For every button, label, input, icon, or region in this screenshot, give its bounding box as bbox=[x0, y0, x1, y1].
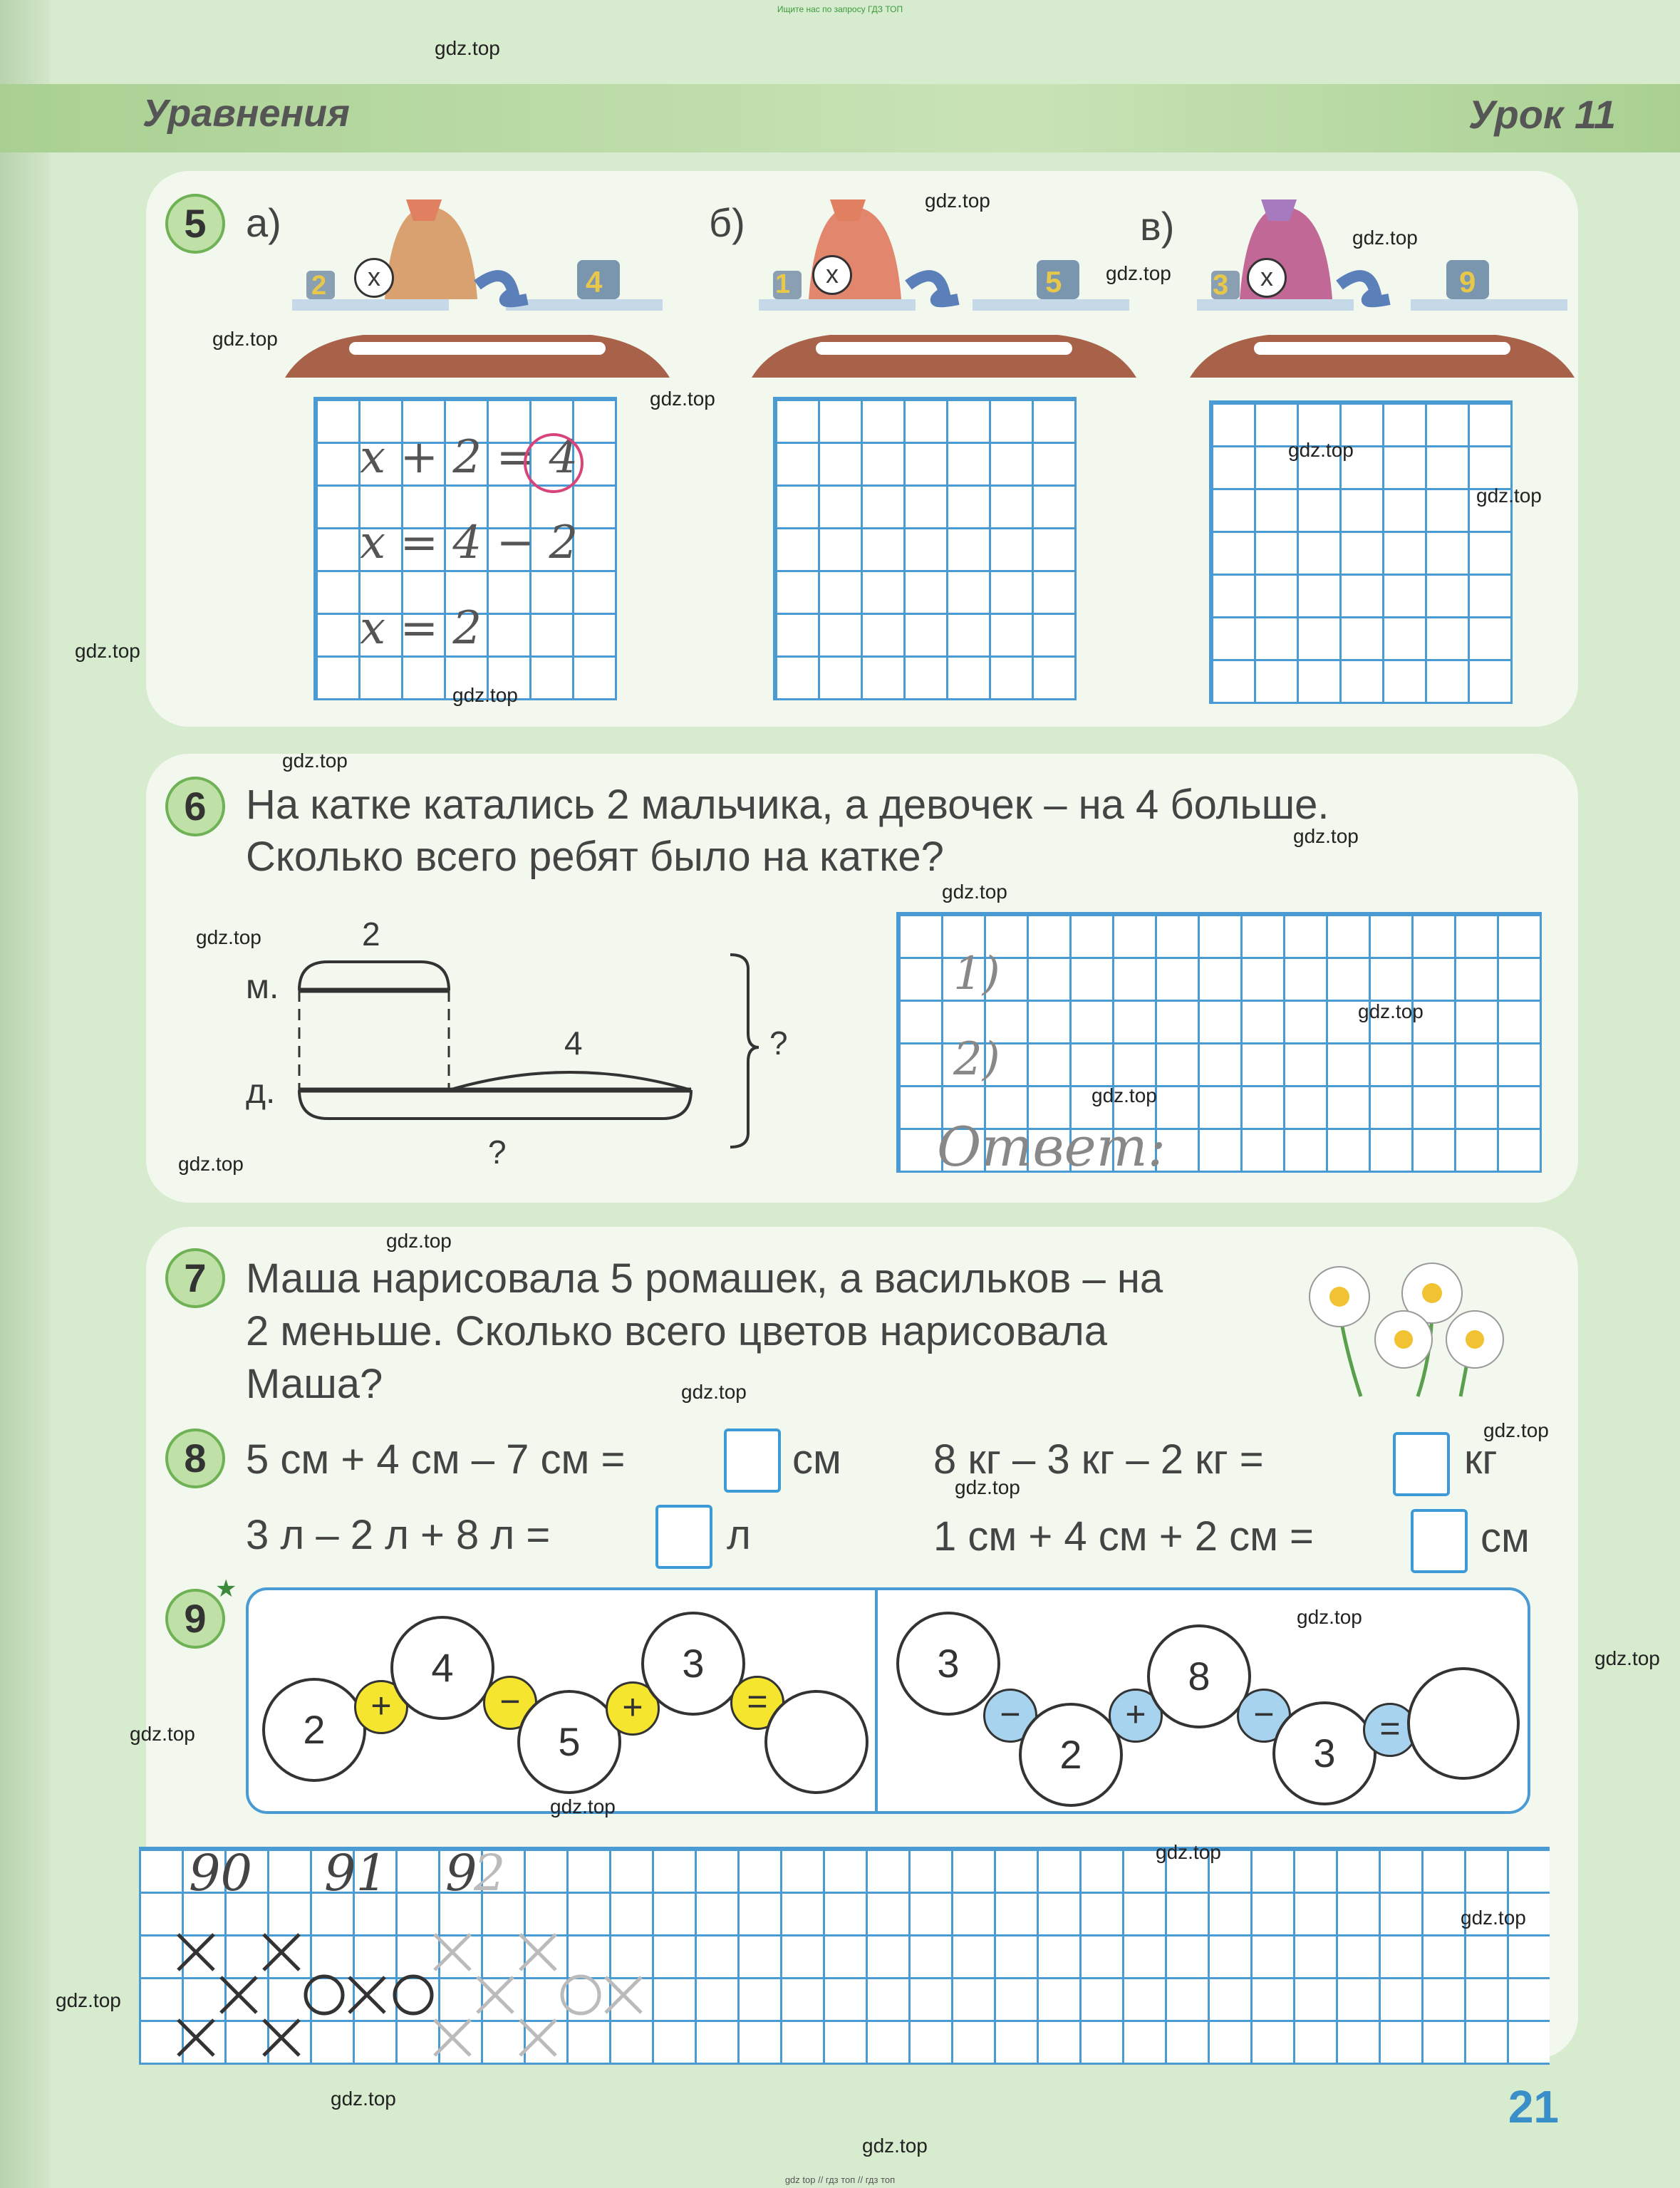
top-note: Ищите нас по запросу ГДЗ ТОП bbox=[777, 4, 903, 14]
number-circle: 3 bbox=[896, 1612, 1000, 1716]
watermark: gdz.top bbox=[212, 328, 278, 350]
solution-line: 2) bbox=[953, 1033, 1000, 1086]
part-letter: б) bbox=[709, 200, 745, 245]
scale-illustration bbox=[278, 192, 677, 392]
minus-sign: − bbox=[483, 1676, 537, 1730]
diagram-label: м. bbox=[246, 968, 279, 1006]
problem-text: Сколько всего ребят было на катке? bbox=[246, 834, 944, 880]
watermark: gdz.top bbox=[1106, 262, 1171, 284]
watermark: gdz.top bbox=[1293, 825, 1359, 847]
watermark: gdz.top bbox=[955, 1476, 1020, 1498]
practice-number: 9 bbox=[445, 1844, 477, 1902]
right-weight-label: 4 bbox=[586, 265, 603, 299]
watermark: gdz.top bbox=[1358, 1000, 1424, 1022]
watermark: gdz.top bbox=[1483, 1419, 1549, 1441]
scale-illustration bbox=[1183, 192, 1582, 392]
left-weight-label: 1 bbox=[775, 269, 791, 299]
watermark: gdz.top bbox=[942, 881, 1007, 903]
bag-x-label: x bbox=[1247, 258, 1287, 298]
diagram-label: ? bbox=[488, 1134, 507, 1171]
watermark: gdz.top bbox=[550, 1795, 616, 1818]
page-title: Уравнения bbox=[142, 92, 350, 135]
solution-line: x + 2 = 4 bbox=[360, 431, 579, 484]
result-circle[interactable] bbox=[764, 1690, 868, 1794]
number-circle: 4 bbox=[390, 1616, 494, 1720]
equals-sign: = bbox=[1363, 1703, 1417, 1757]
segment-diagram bbox=[285, 948, 798, 1176]
number-circle: 2 bbox=[1019, 1703, 1123, 1807]
watermark: gdz.top bbox=[1595, 1647, 1660, 1669]
number-circle: 5 bbox=[517, 1690, 621, 1794]
diagram-label: 4 bbox=[564, 1025, 583, 1062]
answer-box[interactable] bbox=[1411, 1509, 1468, 1573]
practice-number: 90 bbox=[189, 1844, 253, 1902]
watermark: gdz.top bbox=[862, 2135, 928, 2157]
answer-box[interactable] bbox=[1393, 1432, 1450, 1496]
diagram-label: ? bbox=[769, 1025, 788, 1062]
watermark: gdz.top bbox=[75, 640, 140, 662]
watermark: gdz.top bbox=[178, 1153, 244, 1175]
answer-grid[interactable] bbox=[773, 397, 1077, 700]
part-letter: в) bbox=[1140, 204, 1175, 249]
exercise-number: 5 bbox=[165, 194, 225, 254]
equals-sign: = bbox=[730, 1676, 784, 1730]
problem-text: Маша? bbox=[246, 1361, 383, 1407]
left-weight-label: 3 bbox=[1213, 269, 1229, 301]
diagram-label: 2 bbox=[362, 916, 380, 953]
bag-x-label: x bbox=[354, 258, 394, 298]
number-circle: 3 bbox=[641, 1612, 745, 1716]
page-spine bbox=[0, 0, 50, 2188]
plus-sign: + bbox=[1109, 1689, 1163, 1743]
pattern-drawing bbox=[171, 1927, 655, 2059]
exercise-number: 8 bbox=[165, 1429, 225, 1488]
equation-text: 8 кг – 3 кг – 2 кг = bbox=[933, 1436, 1264, 1483]
watermark: gdz.top bbox=[56, 1989, 121, 2011]
watermark: gdz.top bbox=[650, 388, 715, 410]
unit-label: см bbox=[1481, 1515, 1530, 1561]
watermark: gdz.top bbox=[282, 750, 348, 772]
answer-circle bbox=[524, 433, 584, 493]
watermark: gdz.top bbox=[130, 1723, 195, 1745]
watermark: gdz.top bbox=[452, 684, 518, 706]
minus-sign: − bbox=[1237, 1689, 1291, 1743]
watermark: gdz.top bbox=[1288, 439, 1354, 461]
scale-illustration bbox=[745, 192, 1144, 392]
plus-sign: + bbox=[606, 1681, 660, 1736]
watermark: gdz.top bbox=[196, 926, 261, 948]
solution-line: x = 4 − 2 bbox=[360, 517, 579, 569]
solution-line: 1) bbox=[953, 948, 1000, 1000]
part-letter: а) bbox=[246, 200, 281, 245]
watermark: gdz.top bbox=[386, 1230, 452, 1252]
watermark: gdz.top bbox=[1156, 1841, 1221, 1863]
equation-text: 3 л – 2 л + 8 л = bbox=[246, 1512, 551, 1558]
solution-line: Ответ: bbox=[937, 1115, 1166, 1178]
plus-sign: + bbox=[354, 1680, 408, 1734]
minus-sign: − bbox=[983, 1689, 1037, 1743]
lesson-label: Урок 11 bbox=[1468, 92, 1616, 137]
practice-number: 91 bbox=[324, 1844, 388, 1902]
footer-note: gdz top // гдз топ // гдз топ bbox=[784, 2174, 896, 2185]
right-weight-label: 5 bbox=[1045, 265, 1062, 299]
exercise-number: 7 bbox=[165, 1248, 225, 1308]
unit-label: см bbox=[792, 1436, 841, 1483]
flowers-illustration bbox=[1297, 1254, 1525, 1411]
equation-text: 1 см + 4 см + 2 см = bbox=[933, 1513, 1314, 1560]
diagram-label: д. bbox=[246, 1073, 276, 1111]
exercise-number: 6 bbox=[165, 777, 225, 836]
exercise-number: 9 bbox=[165, 1589, 225, 1649]
unit-label: кг bbox=[1464, 1436, 1498, 1483]
practice-number: 2 bbox=[474, 1844, 506, 1902]
star-icon: ★ bbox=[215, 1575, 237, 1602]
left-weight-label: 2 bbox=[311, 271, 327, 301]
watermark: gdz.top bbox=[925, 190, 990, 212]
equation-text: 5 см + 4 см – 7 см = bbox=[246, 1436, 626, 1483]
watermark: gdz.top bbox=[1092, 1084, 1157, 1106]
watermark: gdz.top bbox=[435, 37, 500, 59]
watermark: gdz.top bbox=[1297, 1606, 1362, 1628]
page-number: 21 bbox=[1508, 2081, 1559, 2132]
watermark: gdz.top bbox=[331, 2088, 396, 2110]
result-circle[interactable] bbox=[1407, 1667, 1520, 1780]
problem-text: На катке катались 2 мальчика, а девочек – на 4 больше. bbox=[246, 782, 1329, 828]
number-circle: 8 bbox=[1147, 1624, 1251, 1728]
answer-box[interactable] bbox=[655, 1505, 712, 1569]
right-weight-label: 9 bbox=[1459, 265, 1476, 299]
answer-grid[interactable] bbox=[1209, 400, 1513, 704]
number-circle: 2 bbox=[262, 1678, 366, 1782]
problem-text: Маша нарисовала 5 ромашек, а васильков – на bbox=[246, 1255, 1163, 1302]
watermark: gdz.top bbox=[1461, 1907, 1526, 1929]
watermark: gdz.top bbox=[681, 1381, 747, 1403]
unit-label: л bbox=[727, 1512, 751, 1558]
number-circle: 3 bbox=[1272, 1701, 1376, 1805]
problem-text: 2 меньше. Сколько всего цветов нарисовала bbox=[246, 1308, 1107, 1354]
solution-line: x = 2 bbox=[360, 602, 482, 655]
watermark: gdz.top bbox=[1352, 227, 1418, 249]
watermark: gdz.top bbox=[1476, 484, 1542, 507]
bag-x-label: x bbox=[812, 255, 852, 295]
answer-box[interactable] bbox=[724, 1429, 781, 1493]
panel-divider bbox=[875, 1587, 878, 1814]
